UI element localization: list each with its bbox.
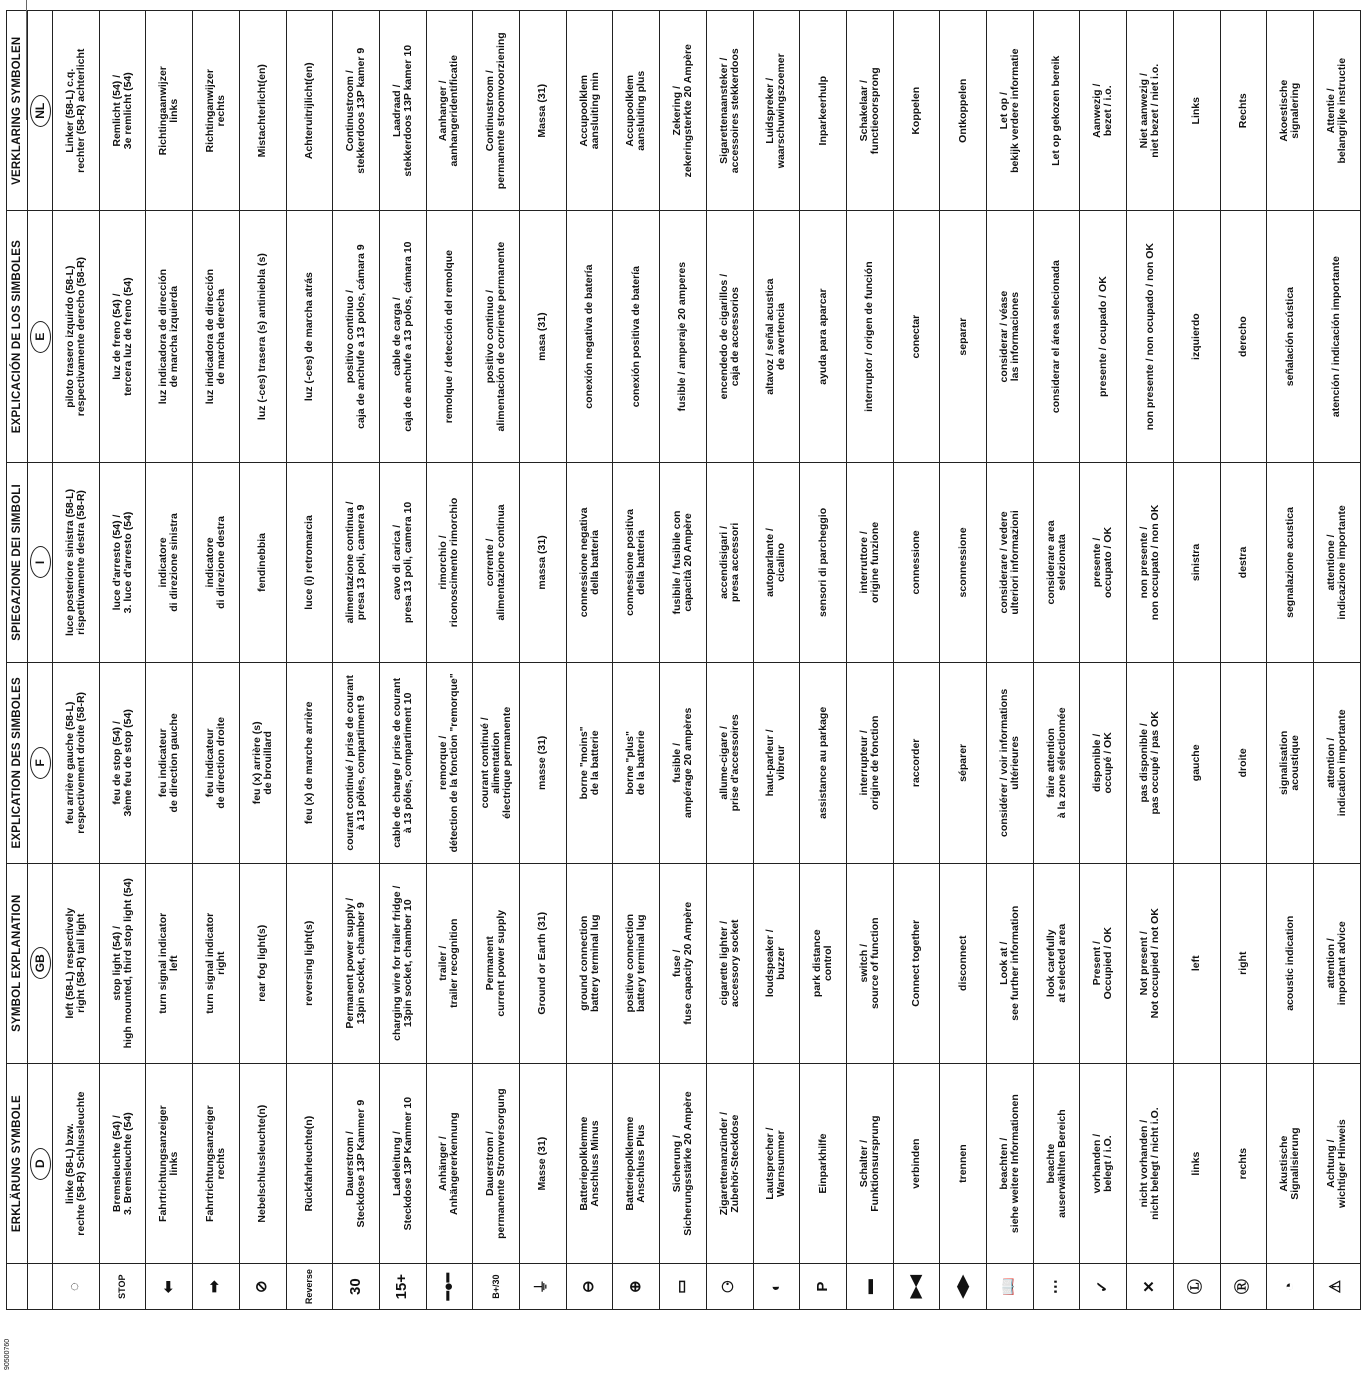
cell-text: feu indicateur de direction gauche	[157, 713, 181, 813]
lang-badge-de: D	[30, 1148, 51, 1180]
lang-badge-nl: NL	[30, 95, 51, 127]
cell-text: links	[1190, 1151, 1203, 1176]
cell-text: derecho	[1236, 316, 1249, 358]
cell-text: Schalter / Funktionsursprung	[857, 1115, 881, 1212]
cell-text: courant continué / alimentation électrique permanente	[478, 706, 513, 819]
table-row	[1220, 11, 1267, 1310]
cell-text: disponible / occupé / OK	[1091, 732, 1115, 794]
cell-text: nicht vorhanden / nicht belegt / nicht i.O.	[1138, 1107, 1162, 1220]
tail-light-icon: ◌	[66, 1282, 84, 1292]
cell-text: Aanwezig / bezet / i.o.	[1091, 83, 1115, 138]
disconnect-icon: ◀▶	[953, 1275, 971, 1299]
cell-text: remorque / détection de la fonction "remorque"	[437, 673, 461, 853]
table-row	[987, 11, 1034, 1310]
cell-text: cable de carga / caja de anchufe a 13 polos, cámara 10	[390, 241, 414, 432]
header-de: ERKLÄRUNG SYMBOLE	[7, 1063, 28, 1263]
cell-text: considérer / voir informations ultérieures	[997, 688, 1021, 837]
cell-text: accendisigari / presa accessori	[717, 522, 741, 603]
cell-text: Massa (31)	[536, 83, 549, 138]
header-it: SPIEGAZIONE DEI SIMBOLI	[7, 462, 28, 662]
cell-text: disconnect	[956, 935, 969, 991]
lang-badge-gb: GB	[30, 947, 51, 979]
area-icon: ⋯	[1047, 1279, 1065, 1295]
table-row	[1313, 11, 1360, 1310]
cell-text: Linker (58-L) c.q. rechter (58-R) achterlicht	[63, 48, 87, 173]
cell-text: Dauerstrom / Steckdose 13P Kammer 9	[344, 1099, 368, 1228]
cell-text: feu (x) de marche arrière	[302, 701, 315, 825]
lang-row	[28, 11, 53, 1310]
cell-text: Ladeleitung / Steckdose 13P Kammer 10	[390, 1096, 414, 1231]
cell-text: Let op / bekijk verdere informatie	[997, 48, 1021, 173]
turn-right-icon: ➡	[206, 1280, 224, 1293]
cell-text: Fahrtrichtungsanzeiger rechts	[203, 1105, 227, 1222]
cell-text: Attentie / belangrijke instructie	[1324, 57, 1348, 164]
cell-text: Richtinganwijzer rechts	[203, 69, 227, 153]
cell-text: borne "moins" de la batterie	[577, 726, 601, 800]
cell-text: conectar	[910, 314, 922, 359]
cell-text: piloto trasero izquirdo (58-L) respectivamente derecho (58-R)	[63, 256, 87, 417]
fog-light-icon: ⊘	[253, 1280, 271, 1293]
cell-text: Koppelen	[910, 86, 922, 135]
cell-text: Richtingaanwijzer links	[157, 66, 181, 156]
cell-text: vorhanden / belegt / i.O.	[1091, 1133, 1115, 1194]
header-nl: VERKLARING SYMBOLEN	[7, 11, 28, 211]
reverse-icon: Reverse	[303, 1269, 314, 1305]
cell-text: right	[1236, 951, 1249, 975]
cell-text: atención / indicación importante	[1330, 256, 1343, 418]
cell-text: Schakelaar / functieoorsprong	[857, 67, 881, 155]
cell-text: fusibile / fusibile con capacità 20 Ampère	[670, 510, 694, 615]
cell-text: considerare area selezionata	[1044, 520, 1068, 605]
cell-text: interruptor / origen de función	[863, 261, 876, 412]
cell-text: ayuda para aparcar	[816, 288, 829, 385]
header-gb: SYMBOL EXPLANATION	[7, 863, 28, 1063]
cell-text: Zekering / zekeringsterkte 20 Ampère	[670, 44, 694, 178]
cell-text: Permanent power supply / 13pin socket, chamber 9	[344, 897, 368, 1029]
margin-line	[26, 0, 27, 120]
table-row	[893, 11, 940, 1310]
cell-text: Ground or Earth (31)	[536, 911, 549, 1015]
table-row	[520, 11, 567, 1310]
cell-text: considerar / véase las informaciones	[997, 290, 1021, 383]
switch-icon: ▬	[860, 1279, 878, 1295]
cell-text: indicatore di direzione sinistra	[157, 513, 181, 612]
table-row	[660, 11, 707, 1310]
stop-icon: STOP	[117, 1274, 128, 1299]
symbol-table	[6, 10, 1361, 1310]
lang-badge-it: I	[30, 546, 51, 578]
cell-text: rear fog light(s)	[256, 924, 269, 1002]
header-fr: EXPLICATION DES SIMBOLES	[7, 663, 28, 863]
cell-text: Accupoolklem aansluiting min	[577, 72, 601, 150]
cell-text: Ontkoppelen	[956, 78, 969, 143]
park-assist-icon: P	[813, 1281, 831, 1292]
acoustic-icon: ◔	[1280, 1282, 1298, 1292]
cell-text: interruttore / origine funzione	[857, 521, 881, 603]
fuse-icon: ▭	[673, 1279, 691, 1294]
cell-text: charging wire for trailer fridge / 13pin socket, chamber 10	[390, 885, 414, 1041]
cell-text: Sigarettenaansteker / accessoires stekkerdoos	[717, 48, 741, 174]
cell-text: assistance au parkage	[816, 706, 829, 819]
socket-15-icon: 15+	[393, 1273, 411, 1300]
cell-text: corrente / alimentazione continua	[484, 504, 508, 621]
cell-text: fusible / ampérage 20 ampères	[670, 707, 694, 818]
cell-text: indicatore di direzione destra	[203, 516, 227, 609]
cell-text: encendedo de cigarillos / caja de accessorios	[717, 273, 741, 400]
cell-text: Einparkhilfe	[816, 1133, 829, 1194]
cell-text: altavoz / señal acustica de avertencia	[764, 278, 788, 395]
cell-text: separar	[956, 317, 969, 356]
cell-text: borne "plus" de la batterie	[624, 730, 648, 796]
table-row	[1033, 11, 1080, 1310]
cell-text: Continustroom / stekkerdoos 13P kamer 9	[344, 47, 368, 174]
cell-text: masa (31)	[536, 312, 549, 361]
cell-text: Rückfahrleuchte(n)	[302, 1115, 315, 1212]
cell-text: izquierdo	[1190, 313, 1203, 360]
cell-text: Zigarettenanzünder / Zubehör-Steckdose	[717, 1111, 741, 1216]
cell-text: pas disponible / pas occupé / pas OK	[1138, 711, 1162, 815]
cell-text: Sicherung / Sicherungsstärke 20 Ampère	[670, 1091, 694, 1236]
table-row	[1267, 11, 1314, 1310]
cell-text: séparer	[956, 743, 969, 782]
b-plus-30-icon: B+/30	[490, 1274, 501, 1299]
cell-text: non presente / non ocupado / non OK	[1143, 242, 1156, 431]
cell-text: droite	[1236, 748, 1249, 778]
cell-text: beachte auserwählten Bereich	[1044, 1109, 1068, 1218]
cell-text: rechts	[1236, 1147, 1249, 1180]
table-row	[706, 11, 753, 1310]
cell-text: luz indicadora de dirección de marcha izquierda	[157, 268, 181, 405]
cell-text: Fahrtrichtungsanzeiger links	[157, 1105, 181, 1222]
symbol-col-header	[7, 1264, 28, 1310]
cell-text: left	[1190, 955, 1203, 972]
cell-text: massa (31)	[536, 535, 549, 590]
cell-text: Achteruitrijlicht(en)	[302, 62, 315, 160]
cell-text: loudspeaker / buzzer	[764, 929, 788, 998]
cell-text: cable de charge / prise de courant à 13 pôles, compartiment 10	[390, 677, 414, 848]
cell-text: Nebelschlussleuchte(n)	[256, 1104, 269, 1223]
cell-text: attention / important advice	[1324, 921, 1348, 1006]
cell-text: presente / occupato / OK	[1091, 526, 1115, 599]
table-row	[239, 11, 286, 1310]
cell-text: allume-cigare / prise d'accessoires	[717, 714, 741, 812]
cell-text: courant continué / prise de courant à 13 pôles, compartiment 9	[344, 675, 368, 851]
cell-text: Let op gekozen bereik	[1050, 55, 1063, 166]
cell-text: Not present / Not occupied / not OK	[1138, 908, 1162, 1019]
table-row	[379, 11, 426, 1310]
cell-text: Continustroom / permanente stroomvoorziening	[484, 32, 508, 190]
cell-text: feu (x) arrière (s) de brouillard	[250, 721, 274, 805]
table-row	[800, 11, 847, 1310]
lang-badge-es: E	[30, 321, 51, 353]
cell-text: Remlicht (54) / 3e remlicht (54)	[110, 72, 134, 150]
cell-text: park distance control	[811, 929, 835, 998]
cell-text: luce posteriore sinistra (58-L) rispettivamente destra (58-R)	[63, 488, 87, 636]
cell-text: reversing light(s)	[302, 920, 315, 1006]
cell-text: segnalazione acustica	[1283, 507, 1296, 618]
cell-text: alimentazione continua / presa 13 poli, camera 9	[344, 501, 368, 624]
table-row	[426, 11, 473, 1310]
connect-icon: ▶◀	[907, 1275, 924, 1299]
cell-text: non presente / non occupato / non OK	[1138, 504, 1162, 621]
cell-text: positivo continuo / alimentación de corriente permanente	[484, 241, 508, 432]
cell-text: conexión positiva de batería	[629, 266, 642, 408]
cell-text: ground connection battery terminal lug	[577, 914, 601, 1012]
cell-text: look carefully at selected area	[1044, 923, 1068, 1003]
minus-icon: ⊖	[580, 1280, 598, 1293]
cell-text: Dauerstrom / permanente Stromversorgung	[484, 1088, 508, 1239]
table-row	[99, 11, 146, 1310]
cell-text: acoustic indication	[1283, 915, 1296, 1011]
socket-30-icon: 30	[346, 1278, 364, 1295]
table-row	[1080, 11, 1127, 1310]
cell-text: Mistachterlicht(en)	[256, 64, 269, 158]
cell-text: luce d'arresto (54) / 3. luce d'arresto (54)	[110, 511, 134, 614]
cell-text: luz (-ces) de marcha atrás	[302, 272, 315, 402]
cell-text: Batteriepolklemme Anschluss Plus	[624, 1116, 648, 1211]
cell-text: gauche	[1190, 744, 1203, 782]
cell-text: beachten / siehe weitere Informationen	[997, 1094, 1021, 1234]
document-code: 90500760	[4, 1338, 11, 1370]
table-row	[53, 11, 100, 1310]
cigarette-lighter-icon: ⚆	[720, 1279, 738, 1294]
cell-text: Rechts	[1236, 93, 1249, 129]
cell-text: Lautsprecher / Warnsummer	[764, 1127, 788, 1200]
cell-text: connessione positiva della batteria	[624, 509, 648, 616]
cell-text: faire attention à la zone sélectionnée	[1044, 707, 1068, 819]
cell-text: Look at / see further information	[997, 905, 1021, 1021]
cell-text: remolque / detección del remolque	[442, 249, 455, 424]
cell-text: Masse (31)	[536, 1136, 549, 1191]
cell-text: considerar el área selecionada	[1050, 260, 1063, 414]
cell-text: signalisation acoustique	[1278, 730, 1302, 795]
cell-text: considerare / vedere ulteriori informazioni	[997, 510, 1021, 615]
cell-text: raccorder	[910, 738, 922, 788]
warning-icon: ⚠	[1327, 1279, 1345, 1294]
table-row	[193, 11, 240, 1310]
cell-text: interrupteur / origine de fonction	[857, 715, 881, 811]
cell-text: Anhänger / Anhängererkennung	[437, 1112, 461, 1215]
cell-text: luz (-ces) trasera (s) antiniebla (s)	[256, 253, 269, 421]
trailer-icon: ━●━	[439, 1273, 457, 1301]
cell-text: switch / source of function	[857, 917, 881, 1010]
cell-text: presente / ocupado / OK	[1096, 276, 1109, 397]
cell-text: luz de freno (54) / tercera luz de freno (54)	[110, 277, 134, 396]
plus-icon: ⊕	[626, 1280, 644, 1293]
cell-text: sinistra	[1190, 543, 1203, 582]
cell-text: luz indicadora de dirección de marcha derecha	[203, 268, 227, 405]
turn-left-icon: ⬅	[159, 1280, 177, 1293]
cell-text: Batteriepolklemme Anschluss Minus	[577, 1116, 601, 1211]
cell-text: Permanent current power supply	[484, 909, 508, 1017]
cell-text: cavo di carica / presa 13 poli, camera 10	[390, 501, 414, 624]
cross-icon: ✕	[1140, 1280, 1158, 1293]
cell-text: Aanhanger / aanhangeridentificatie	[437, 55, 461, 167]
cell-text: positive connection battery terminal lug	[624, 913, 648, 1013]
cell-text: connessione	[910, 530, 922, 595]
right-icon: Ⓡ	[1233, 1279, 1251, 1295]
lang-badge-fr: F	[30, 747, 51, 779]
cell-text: Accupoolklem aansluiting plus	[624, 70, 648, 151]
cell-text: Inparkeerhulp	[816, 76, 829, 146]
table-row	[753, 11, 800, 1310]
cell-text: Niet aanwezig / niet bezet / niet i.o.	[1138, 63, 1162, 158]
cell-text: left (58-L) respectively right (58-R) tail light	[63, 907, 87, 1019]
table-row	[286, 11, 333, 1310]
cell-text: Akoestische signalering	[1278, 79, 1302, 142]
cell-text: attentione / indicazione importante	[1324, 505, 1348, 620]
table-row	[566, 11, 613, 1310]
cell-text: trennen	[956, 1144, 969, 1183]
cell-text: haut-parleur / vibreur	[764, 729, 788, 797]
cell-text: señalación acústica	[1283, 287, 1296, 387]
header-row	[7, 11, 28, 1310]
cell-text: fusible / amperaje 20 amperes	[676, 261, 689, 412]
table-row	[613, 11, 660, 1310]
cell-text: masse (31)	[536, 735, 549, 790]
left-icon: Ⓛ	[1187, 1279, 1205, 1295]
cell-text: luce (i) retromarcia	[302, 515, 315, 610]
cell-text: stop light (54) / high mounted, third stop light (54)	[110, 878, 134, 1049]
ground-icon: ⏚	[533, 1279, 551, 1295]
cell-text: turn signal indicator right	[203, 912, 227, 1014]
cell-text: cigarette lighter / accessory socket	[717, 919, 741, 1008]
cell-text: fuse / fuse capacity 20 Ampère	[670, 901, 694, 1025]
cell-text: Links	[1190, 97, 1203, 125]
table-row	[940, 11, 987, 1310]
cell-text: Akustische Signalisierung	[1278, 1127, 1302, 1200]
cell-text: connessione negativa della batteria	[577, 507, 601, 618]
table-row	[333, 11, 380, 1310]
cell-text: attention / indication importante	[1324, 709, 1348, 817]
cell-text: sensori di parcheggio	[816, 507, 829, 617]
cell-text: sconnessione	[956, 527, 969, 598]
cell-text: conexión negativa de batería	[583, 264, 596, 409]
cell-text: Luidspreker / waarschuwingszoemer	[764, 53, 788, 169]
cell-text: rimorchio / riconoscimento rimorchio	[437, 497, 461, 628]
cell-text: fendinebbia	[256, 532, 269, 592]
table-row	[1173, 11, 1220, 1310]
cell-text: Achtung / wichtiger Hinweis	[1324, 1119, 1348, 1208]
cell-text: destra	[1236, 546, 1249, 579]
cell-text: feu de stop (54) / 3ème feu de stop (54)	[110, 709, 134, 817]
cell-text: Bremsleuchte (54) / 3. Bremsleuchte (54)	[110, 1112, 134, 1215]
check-icon: ✓	[1093, 1280, 1111, 1293]
cell-text: turn signal indicator left	[157, 912, 181, 1014]
table-row	[146, 11, 193, 1310]
cell-text: linke (58-L) bzw. rechte (58-R) Schlussleuchte	[63, 1091, 87, 1236]
cell-text: verbinden	[910, 1138, 922, 1189]
cell-text: feu indicateur de direction droite	[203, 717, 227, 809]
table-row	[473, 11, 520, 1310]
table-row	[846, 11, 893, 1310]
table-row	[1127, 11, 1174, 1310]
cell-text: Connect together	[910, 919, 922, 1007]
cell-text: trailer / trailer recognition	[437, 918, 461, 1008]
cell-text: positivo continuo / caja de anchufe a 13 polos, cámara 9	[344, 244, 368, 429]
speaker-icon: ◐	[766, 1282, 784, 1292]
header-es: EXPLICACIÓN DE LOS SIMBOLES	[7, 211, 28, 462]
cell-text: autoparlante / cicalino	[764, 528, 788, 597]
cell-text: Present / Occupied / OK	[1091, 927, 1115, 1000]
cell-text: Laadraad / stekkerdoos 13P kamer 10	[390, 44, 414, 177]
book-icon: 📖	[1000, 1277, 1018, 1296]
cell-text: feu arrière gauche (58-L) respectivement droite (58-R)	[63, 691, 87, 834]
